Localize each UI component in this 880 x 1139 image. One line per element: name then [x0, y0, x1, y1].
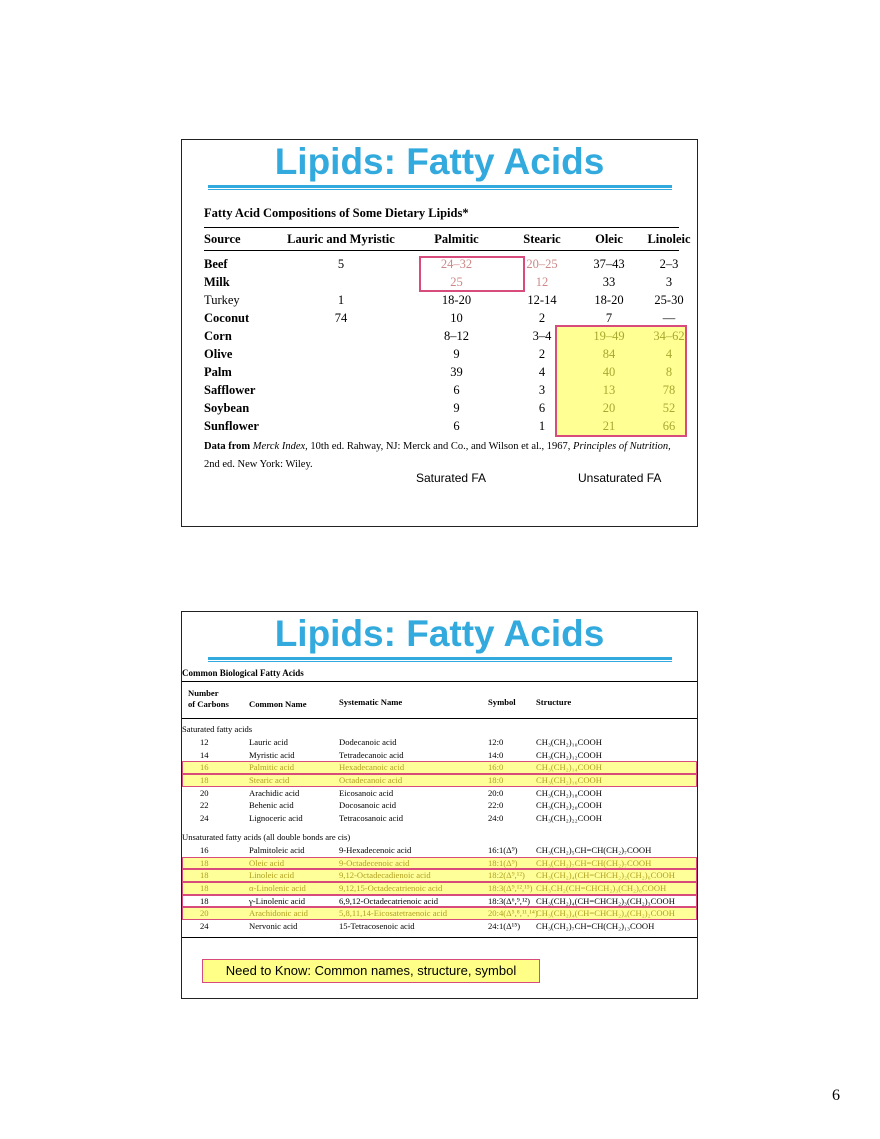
- cell-carbons: 18: [200, 857, 209, 868]
- page-number: 6: [832, 1087, 840, 1104]
- cell-source: Beef: [204, 257, 228, 271]
- cell-symbol: 20:4(Δ⁵,⁸,¹¹,¹⁴): [488, 908, 538, 919]
- header-lauric-myristic: Lauric and Myristic: [287, 232, 395, 246]
- table-row: [204, 365, 679, 383]
- table-rule-top: [204, 227, 679, 228]
- cell-palmitic: 25: [450, 275, 463, 289]
- cell-carbons: 24: [200, 920, 209, 931]
- table-row: [204, 401, 679, 419]
- cell-structure: CH₃(CH₂)₂₀COOH: [536, 800, 602, 811]
- cell-source: Turkey: [204, 293, 240, 307]
- section-saturated-label: Saturated fatty acids: [182, 724, 253, 734]
- cell-oleic: 7: [605, 311, 613, 325]
- table-row: [182, 799, 697, 812]
- cell-carbons: 14: [200, 749, 209, 760]
- cell-linoleic: 25-30: [654, 293, 684, 307]
- table-row: [182, 907, 697, 920]
- cell-source: Safflower: [204, 383, 256, 397]
- cell-source: Palm: [204, 365, 232, 379]
- cell-stearic: 2: [538, 311, 546, 325]
- slide-fatty-acid-compositions: [181, 139, 698, 527]
- cell-carbons: 18: [200, 870, 209, 881]
- cell-symbol: 18:0: [488, 775, 504, 786]
- table-row: [204, 293, 684, 311]
- cell-common-name: Stearic acid: [249, 775, 290, 786]
- cell-structure: CH₃(CH₂)₁₀COOH: [536, 737, 602, 747]
- header-linoleic: Linoleic: [647, 232, 691, 246]
- cell-linoleic: —: [662, 311, 676, 325]
- cell-stearic: 6: [538, 401, 546, 415]
- table-row: [182, 774, 697, 787]
- table-row: [204, 383, 679, 401]
- header-oleic: Oleic: [595, 232, 623, 246]
- cell-structure: CH₃(CH₂)₄(CH=CHCH₂)₂(CH₂)₆COOH: [536, 870, 675, 881]
- header-common-name: Common Name: [249, 699, 307, 709]
- cell-symbol: 18:3(Δ⁶,⁹,¹²): [488, 895, 530, 906]
- cell-common-name: γ-Linolenic acid: [249, 895, 306, 906]
- cell-source: Soybean: [204, 401, 250, 415]
- section-saturated: [182, 723, 697, 736]
- cell-structure: CH₃(CH₂)₄(CH=CHCH₂)₃(CH₂)₃COOH: [536, 895, 675, 906]
- header-source: Source: [204, 232, 241, 246]
- table-rule-header: [182, 718, 697, 719]
- cell-stearic: 3–4: [532, 329, 552, 343]
- cell-common-name: Palmitic acid: [249, 762, 295, 773]
- cell-linoleic: 8: [665, 365, 673, 379]
- cell-palmitic: 10: [450, 311, 463, 325]
- cell-structure: CH₃CH₂(CH=CHCH₂)₃(CH₂)₆COOH: [536, 882, 667, 893]
- table-caption: Fatty Acid Compositions of Some Dietary Lipids*: [204, 206, 469, 220]
- cell-lauric-myristic: 1: [337, 293, 345, 307]
- cell-lauric-myristic: 5: [337, 257, 345, 271]
- table-row: [182, 882, 697, 895]
- table-footnote: [204, 438, 674, 474]
- cell-stearic: 3: [538, 383, 546, 397]
- cell-stearic: 4: [538, 365, 546, 379]
- cell-systematic-name: 9,12,15-Octadecatrienoic acid: [339, 882, 443, 893]
- header-systematic-name: Systematic Name: [339, 697, 403, 707]
- cell-carbons: 18: [200, 895, 209, 906]
- cell-carbons: 18: [200, 775, 209, 786]
- table-rule-header: [204, 250, 679, 251]
- table-row: [182, 812, 697, 825]
- section-unsaturated: [182, 831, 697, 844]
- cell-carbons: 24: [200, 813, 209, 824]
- title-underline: [208, 657, 672, 660]
- cell-symbol: 24:0: [488, 813, 504, 824]
- cell-linoleic: 3: [665, 275, 673, 289]
- table-row: [204, 419, 679, 437]
- table-row: [182, 920, 697, 933]
- cell-structure: CH₃(CH₂)₇CH=CH(CH₂)₇COOH: [536, 857, 652, 868]
- cell-common-name: Lignoceric acid: [249, 813, 303, 824]
- cell-symbol: 18:3(Δ⁹,¹²,¹⁵): [488, 882, 533, 893]
- footnote-text: 10th ed. Rahway, NJ: Merck and Co., and Wilson et al., 1967,: [310, 441, 571, 452]
- table-row: [204, 311, 679, 329]
- cell-structure: CH₃(CH₂)₁₄COOH: [536, 762, 602, 773]
- table-row: [204, 275, 679, 293]
- cell-structure: CH₃(CH₂)₁₂COOH: [536, 749, 602, 760]
- footnote-label: Data from: [204, 441, 251, 452]
- cell-symbol: 18:2(Δ⁹,¹²): [488, 870, 525, 881]
- cell-symbol: 18:1(Δ⁹): [488, 857, 518, 868]
- table-row: [182, 787, 697, 800]
- cell-oleic: 19–49: [593, 329, 625, 343]
- cell-stearic: 12: [535, 275, 549, 289]
- cell-common-name: Arachidonic acid: [249, 908, 308, 919]
- cell-carbons: 22: [200, 800, 209, 811]
- cell-oleic: 40: [602, 365, 616, 379]
- cell-systematic-name: 9-Hexadecenoic acid: [339, 844, 412, 855]
- header-symbol: Symbol: [488, 697, 516, 707]
- cell-carbons: 16: [200, 844, 209, 855]
- composition-table: [204, 232, 691, 437]
- cell-systematic-name: Docosanoic acid: [339, 800, 397, 811]
- header-structure: Structure: [536, 697, 572, 707]
- cell-systematic-name: Dodecanoic acid: [339, 737, 397, 747]
- table-row: [204, 347, 679, 365]
- slide-title: Lipids: Fatty Acids: [274, 613, 605, 654]
- cell-linoleic: 52: [662, 401, 676, 415]
- cell-palmitic: 39: [450, 365, 463, 379]
- cell-common-name: Myristic acid: [249, 749, 295, 760]
- cell-palmitic: 8–12: [444, 329, 469, 343]
- cell-carbons: 20: [200, 908, 209, 919]
- cell-oleic: 13: [602, 383, 616, 397]
- cell-source: Olive: [204, 347, 233, 361]
- cell-structure: CH₃(CH₂)₁₆COOH: [536, 775, 602, 786]
- cell-symbol: 24:1(Δ¹⁵): [488, 920, 521, 931]
- cell-carbons: 16: [200, 762, 209, 773]
- cell-common-name: Palmitoleic acid: [249, 844, 305, 855]
- fatty-acid-table: [182, 686, 697, 938]
- cell-palmitic: 24–32: [440, 257, 473, 271]
- header-number-a: Number: [188, 688, 219, 698]
- cell-common-name: Oleic acid: [249, 857, 285, 868]
- cell-systematic-name: 6,9,12-Octadecatrienoic acid: [339, 895, 439, 906]
- cell-systematic-name: Tetradecanoic acid: [339, 749, 404, 760]
- table-rule-bottom: [182, 937, 697, 938]
- table-header-row: [204, 232, 691, 250]
- header-number-b: of Carbons: [188, 699, 229, 709]
- cell-palmitic: 9: [453, 401, 460, 415]
- cell-stearic: 1: [538, 419, 546, 433]
- cell-source: Corn: [204, 329, 232, 343]
- cell-symbol: 12:0: [488, 737, 504, 747]
- cell-oleic: 33: [602, 275, 616, 289]
- unsaturated-fa-label: Unsaturated FA: [578, 471, 662, 485]
- cell-oleic: 84: [602, 347, 616, 361]
- header-palmitic: Palmitic: [434, 232, 479, 246]
- cell-oleic: 18-20: [594, 293, 624, 307]
- section-unsaturated-label: Unsaturated fatty acids (all double bonds are cis): [182, 831, 351, 842]
- cell-palmitic: 9: [453, 347, 460, 361]
- cell-oleic: 20: [602, 401, 616, 415]
- cell-stearic: 20–25: [526, 257, 558, 271]
- cell-palmitic: 6: [453, 419, 460, 433]
- cell-palmitic: 6: [453, 383, 460, 397]
- slide-common-fatty-acids: [181, 611, 698, 999]
- table-row: [204, 257, 679, 275]
- cell-systematic-name: Tetracosanoic acid: [339, 813, 404, 824]
- cell-symbol: 20:0: [488, 787, 504, 798]
- cell-linoleic: 2–3: [659, 257, 679, 271]
- cell-carbons: 20: [200, 787, 209, 798]
- footnote-principles: Principles of Nutrition,: [573, 441, 671, 452]
- cell-palmitic: 18-20: [441, 293, 472, 307]
- cell-systematic-name: 9-Octadecenoic acid: [339, 857, 410, 868]
- slide-title: Lipids: Fatty Acids: [274, 141, 605, 182]
- table-row: [182, 761, 697, 774]
- cell-symbol: 22:0: [488, 800, 504, 811]
- table-header-row: [182, 686, 697, 716]
- header-number: [188, 688, 229, 710]
- cell-source: Coconut: [204, 311, 250, 325]
- cell-structure: CH₃(CH₂)₂₂COOH: [536, 813, 602, 824]
- cell-source: Milk: [204, 275, 230, 289]
- cell-structure: CH₃(CH₂)₁₈COOH: [536, 787, 602, 798]
- cell-linoleic: 4: [665, 347, 673, 361]
- saturated-fa-label: Saturated FA: [416, 471, 487, 485]
- cell-systematic-name: Eicosanoic acid: [339, 787, 394, 798]
- table-row: [182, 895, 697, 908]
- cell-oleic: 21: [602, 419, 616, 433]
- cell-source: Sunflower: [204, 419, 259, 433]
- header-stearic: Stearic: [523, 232, 561, 246]
- cell-oleic: 37–43: [593, 257, 625, 271]
- cell-common-name: Arachidic acid: [249, 787, 300, 798]
- table-row: [182, 844, 697, 857]
- need-to-know-box: Need to Know: Common names, structure, symbol: [202, 959, 540, 983]
- cell-linoleic: 34–62: [653, 329, 685, 343]
- cell-systematic-name: 5,8,11,14-Eicosatetraenoic acid: [339, 908, 448, 919]
- footnote-edition: 2nd ed. New York: Wiley.: [204, 459, 313, 470]
- cell-common-name: Linoleic acid: [249, 870, 295, 881]
- cell-systematic-name: 9,12-Octadecadienoic acid: [339, 870, 431, 881]
- cell-linoleic: 78: [662, 383, 676, 397]
- cell-lauric-myristic: 74: [334, 311, 348, 325]
- cell-common-name: Lauric acid: [249, 737, 288, 747]
- cell-carbons: 12: [200, 737, 209, 747]
- cell-structure: CH₃(CH₂)₅CH=CH(CH₂)₇COOH: [536, 844, 652, 855]
- footnote-merck: Merck Index,: [252, 441, 308, 452]
- cell-structure: CH₃(CH₂)₇CH=CH(CH₂)₁₃COOH: [536, 920, 655, 931]
- cell-common-name: Behenic acid: [249, 800, 294, 811]
- cell-carbons: 18: [200, 882, 209, 893]
- cell-symbol: 16:1(Δ⁹): [488, 844, 518, 855]
- cell-common-name: Nervonic acid: [249, 920, 298, 931]
- table-row: [182, 869, 697, 882]
- cell-structure: CH₃(CH₂)₄(CH=CHCH₂)₄(CH₂)₂COOH: [536, 908, 675, 919]
- table-row: [182, 736, 697, 749]
- table-rule-top: [182, 681, 697, 682]
- table-caption: Common Biological Fatty Acids: [182, 668, 304, 678]
- table-row: [182, 749, 697, 762]
- table-row: [182, 857, 697, 870]
- cell-linoleic: 66: [662, 419, 676, 433]
- cell-systematic-name: Hexadecanoic acid: [339, 762, 405, 773]
- table-row: [204, 329, 685, 347]
- cell-symbol: 16:0: [488, 762, 504, 773]
- cell-systematic-name: Octadecanoic acid: [339, 775, 403, 786]
- cell-systematic-name: 15-Tetracosenoic acid: [339, 920, 415, 931]
- cell-common-name: α-Linolenic acid: [249, 882, 306, 893]
- cell-symbol: 14:0: [488, 749, 504, 760]
- title-underline: [208, 185, 672, 188]
- cell-stearic: 12-14: [527, 293, 557, 307]
- cell-stearic: 2: [538, 347, 546, 361]
